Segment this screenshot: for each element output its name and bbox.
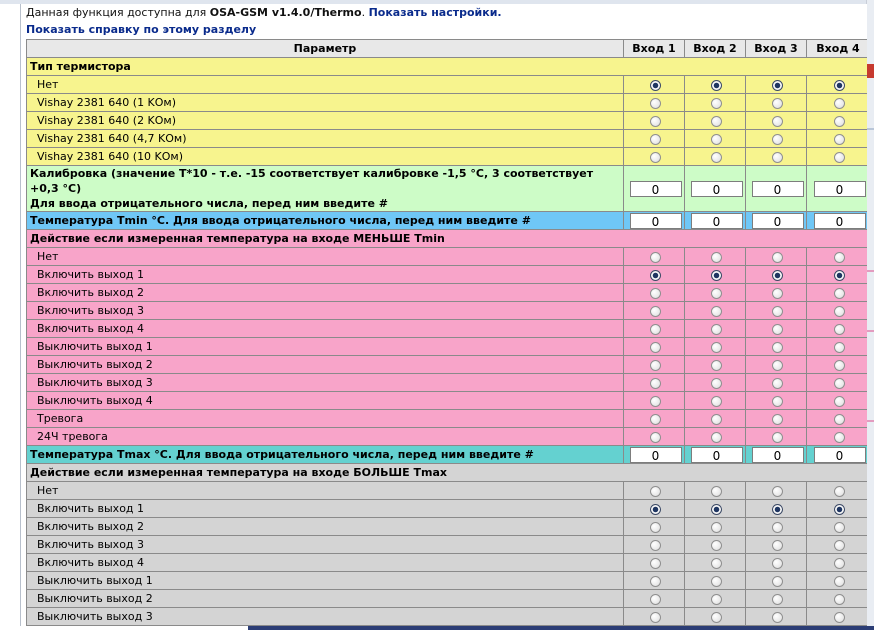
- column-header-input-3: Вход 3: [746, 40, 807, 58]
- radio-cell: [746, 284, 807, 302]
- radio-unselected-icon[interactable]: [650, 558, 661, 569]
- calibration-input-3[interactable]: 0: [752, 181, 804, 197]
- radio-selected-icon[interactable]: [772, 80, 783, 91]
- radio-unselected-icon[interactable]: [711, 288, 722, 299]
- radio-selected-icon[interactable]: [711, 504, 722, 515]
- radio-unselected-icon[interactable]: [650, 594, 661, 605]
- thermistor-type-option-label: Нет: [27, 76, 624, 94]
- radio-unselected-icon[interactable]: [834, 306, 845, 317]
- table-row: [27, 500, 868, 518]
- radio-unselected-icon[interactable]: [834, 414, 845, 425]
- radio-cell: [746, 410, 807, 428]
- radio-cell: [746, 94, 807, 112]
- radio-cell: [624, 374, 685, 392]
- radio-unselected-icon[interactable]: [650, 486, 661, 497]
- radio-cell: [807, 392, 868, 410]
- radio-unselected-icon[interactable]: [834, 576, 845, 587]
- table-row: [27, 374, 868, 392]
- radio-cell: [685, 554, 746, 572]
- radio-unselected-icon[interactable]: [711, 98, 722, 109]
- table-row: [27, 428, 868, 446]
- radio-cell: [685, 428, 746, 446]
- radio-cell: [685, 320, 746, 338]
- radio-unselected-icon[interactable]: [650, 98, 661, 109]
- notice-dot: .: [361, 6, 369, 19]
- thermo-settings-panel: [20, 4, 867, 626]
- radio-cell: [685, 356, 746, 374]
- notice-prefix: Данная функция доступна для: [26, 6, 210, 19]
- radio-cell: [624, 112, 685, 130]
- radio-cell: [624, 392, 685, 410]
- tmax-label: Температура Tmax °C. Для ввода отрицательного числа, перед ним введите #: [27, 446, 624, 464]
- radio-cell: [746, 130, 807, 148]
- input-cell: [807, 446, 868, 464]
- radio-selected-icon[interactable]: [650, 80, 661, 91]
- radio-unselected-icon[interactable]: [834, 116, 845, 127]
- radio-cell: [807, 356, 868, 374]
- radio-unselected-icon[interactable]: [772, 324, 783, 335]
- radio-unselected-icon[interactable]: [711, 116, 722, 127]
- radio-cell: [685, 130, 746, 148]
- radio-cell: [807, 284, 868, 302]
- radio-unselected-icon[interactable]: [834, 324, 845, 335]
- tmin-input-2[interactable]: 0: [691, 213, 743, 229]
- table-row: [27, 554, 868, 572]
- radio-cell: [746, 482, 807, 500]
- radio-cell: [685, 76, 746, 94]
- radio-cell: [624, 536, 685, 554]
- radio-unselected-icon[interactable]: [834, 378, 845, 389]
- calibration-input-1[interactable]: 0: [630, 181, 682, 197]
- radio-cell: [685, 392, 746, 410]
- radio-cell: [746, 112, 807, 130]
- input-cell: [807, 166, 868, 212]
- radio-cell: [746, 248, 807, 266]
- radio-cell: [624, 428, 685, 446]
- table-row: [27, 302, 868, 320]
- tmin-row: [27, 212, 868, 230]
- radio-cell: [624, 148, 685, 166]
- table-row: [27, 410, 868, 428]
- tmax-input-2[interactable]: 0: [691, 447, 743, 463]
- thermo-config-table: [26, 39, 867, 626]
- action-below-tmin-option-label: Выключить выход 3: [27, 374, 624, 392]
- column-header-parameter: Параметр: [27, 40, 624, 58]
- input-cell: [746, 446, 807, 464]
- radio-cell: [624, 356, 685, 374]
- radio-selected-icon[interactable]: [711, 270, 722, 281]
- radio-unselected-icon[interactable]: [711, 134, 722, 145]
- radio-unselected-icon[interactable]: [772, 306, 783, 317]
- radio-unselected-icon[interactable]: [711, 522, 722, 533]
- action-above-tmax-title: Действие если измеренная температура на входе БОЛЬШЕ Tmax: [27, 464, 868, 482]
- action-below-tmin-option-label: Включить выход 1: [27, 266, 624, 284]
- input-cell: [624, 446, 685, 464]
- action-above-tmax-option-label: Включить выход 4: [27, 554, 624, 572]
- calibration-row: [27, 166, 868, 212]
- input-cell: [685, 446, 746, 464]
- radio-unselected-icon[interactable]: [834, 342, 845, 353]
- table-row: [27, 338, 868, 356]
- radio-unselected-icon[interactable]: [772, 432, 783, 443]
- radio-cell: [624, 554, 685, 572]
- radio-unselected-icon[interactable]: [650, 324, 661, 335]
- radio-cell: [807, 338, 868, 356]
- radio-cell: [807, 302, 868, 320]
- calibration-input-4[interactable]: 0: [814, 181, 866, 197]
- column-header-input-2: Вход 2: [685, 40, 746, 58]
- radio-unselected-icon[interactable]: [772, 594, 783, 605]
- radio-cell: [624, 284, 685, 302]
- background-window-marker: [866, 64, 874, 78]
- radio-cell: [746, 428, 807, 446]
- tmax-input-4[interactable]: 0: [814, 447, 866, 463]
- radio-unselected-icon[interactable]: [650, 378, 661, 389]
- radio-cell: [685, 518, 746, 536]
- radio-cell: [685, 112, 746, 130]
- radio-unselected-icon[interactable]: [650, 252, 661, 263]
- radio-unselected-icon[interactable]: [834, 540, 845, 551]
- radio-unselected-icon[interactable]: [772, 134, 783, 145]
- radio-cell: [624, 608, 685, 626]
- action-below-tmin-option-label: Нет: [27, 248, 624, 266]
- radio-selected-icon[interactable]: [834, 270, 845, 281]
- radio-unselected-icon[interactable]: [772, 486, 783, 497]
- radio-unselected-icon[interactable]: [650, 432, 661, 443]
- radio-unselected-icon[interactable]: [711, 558, 722, 569]
- tmin-label: Температура Tmin °C. Для ввода отрицательного числа, перед ним введите #: [27, 212, 624, 230]
- radio-cell: [685, 374, 746, 392]
- tmax-row: [27, 446, 868, 464]
- action-above-tmax-option-label: Включить выход 2: [27, 518, 624, 536]
- radio-unselected-icon[interactable]: [711, 152, 722, 163]
- radio-unselected-icon[interactable]: [772, 396, 783, 407]
- radio-cell: [624, 76, 685, 94]
- radio-cell: [807, 76, 868, 94]
- thermistor-type-option-label: Vishay 2381 640 (2 KОм): [27, 112, 624, 130]
- radio-unselected-icon[interactable]: [834, 522, 845, 533]
- radio-unselected-icon[interactable]: [650, 152, 661, 163]
- radio-unselected-icon[interactable]: [711, 396, 722, 407]
- radio-unselected-icon[interactable]: [711, 486, 722, 497]
- radio-cell: [746, 320, 807, 338]
- radio-cell: [746, 266, 807, 284]
- table-row: [27, 148, 868, 166]
- column-header-input-4: Вход 4: [807, 40, 868, 58]
- radio-selected-icon[interactable]: [834, 504, 845, 515]
- action-below-tmin-option-label: Выключить выход 2: [27, 356, 624, 374]
- radio-cell: [685, 248, 746, 266]
- table-row: [27, 284, 868, 302]
- radio-unselected-icon[interactable]: [650, 396, 661, 407]
- radio-unselected-icon[interactable]: [650, 540, 661, 551]
- thermistor-type-header-row: [27, 58, 868, 76]
- background-window-line: [866, 270, 874, 272]
- action-above-tmax-option-label: Включить выход 3: [27, 536, 624, 554]
- action-below-tmin-header-row: [27, 230, 868, 248]
- input-cell: [685, 166, 746, 212]
- radio-unselected-icon[interactable]: [834, 432, 845, 443]
- radio-unselected-icon[interactable]: [772, 342, 783, 353]
- show-settings-link[interactable]: Показать настройки.: [368, 6, 502, 19]
- background-window-bottom: [248, 626, 874, 630]
- radio-unselected-icon[interactable]: [772, 540, 783, 551]
- radio-cell: [624, 302, 685, 320]
- action-below-tmin-option-label: Выключить выход 1: [27, 338, 624, 356]
- table-row: [27, 392, 868, 410]
- radio-cell: [746, 536, 807, 554]
- radio-selected-icon[interactable]: [834, 80, 845, 91]
- table-row: [27, 356, 868, 374]
- input-cell: [807, 212, 868, 230]
- radio-cell: [685, 302, 746, 320]
- radio-cell: [746, 554, 807, 572]
- thermistor-type-option-label: Vishay 2381 640 (10 KОм): [27, 148, 624, 166]
- radio-unselected-icon[interactable]: [711, 360, 722, 371]
- radio-unselected-icon[interactable]: [650, 414, 661, 425]
- table-row: [27, 130, 868, 148]
- calibration-label: [27, 166, 624, 212]
- radio-unselected-icon[interactable]: [650, 288, 661, 299]
- radio-cell: [746, 608, 807, 626]
- radio-unselected-icon[interactable]: [650, 522, 661, 533]
- table-row: [27, 590, 868, 608]
- radio-unselected-icon[interactable]: [711, 540, 722, 551]
- tmax-input-3[interactable]: 0: [752, 447, 804, 463]
- radio-unselected-icon[interactable]: [711, 414, 722, 425]
- table-row: [27, 482, 868, 500]
- radio-cell: [685, 284, 746, 302]
- radio-unselected-icon[interactable]: [834, 360, 845, 371]
- radio-cell: [685, 590, 746, 608]
- radio-unselected-icon[interactable]: [834, 594, 845, 605]
- radio-cell: [685, 536, 746, 554]
- action-above-tmax-option-label: Нет: [27, 482, 624, 500]
- radio-cell: [807, 320, 868, 338]
- radio-cell: [685, 608, 746, 626]
- radio-cell: [807, 500, 868, 518]
- radio-unselected-icon[interactable]: [650, 342, 661, 353]
- radio-unselected-icon[interactable]: [772, 558, 783, 569]
- radio-cell: [807, 148, 868, 166]
- thermistor-type-option-label: Vishay 2381 640 (4,7 KОм): [27, 130, 624, 148]
- input-cell: [746, 212, 807, 230]
- radio-cell: [807, 608, 868, 626]
- action-below-tmin-option-label: Выключить выход 4: [27, 392, 624, 410]
- radio-unselected-icon[interactable]: [772, 576, 783, 587]
- radio-cell: [624, 518, 685, 536]
- action-below-tmin-option-label: Включить выход 2: [27, 284, 624, 302]
- radio-unselected-icon[interactable]: [834, 486, 845, 497]
- radio-cell: [624, 320, 685, 338]
- radio-unselected-icon[interactable]: [711, 306, 722, 317]
- calibration-description: Калибровка (значение T*10 - т.е. -15 соответствует калибровке -1,5 °C, 3 соответствует +0,3 °C): [30, 167, 594, 195]
- thermistor-type-title: Тип термистора: [27, 58, 868, 76]
- action-below-tmin-option-label: 24Ч тревога: [27, 428, 624, 446]
- radio-unselected-icon[interactable]: [711, 432, 722, 443]
- table-row: [27, 536, 868, 554]
- table-row: [27, 76, 868, 94]
- show-help-link[interactable]: Показать справку по этому разделу: [26, 23, 257, 36]
- radio-cell: [746, 338, 807, 356]
- radio-cell: [746, 356, 807, 374]
- action-above-tmax-option-label: Выключить выход 2: [27, 590, 624, 608]
- input-cell: [624, 166, 685, 212]
- action-below-tmin-title: Действие если измеренная температура на входе МЕНЬШЕ Tmin: [27, 230, 868, 248]
- background-window-line: [866, 420, 874, 422]
- radio-unselected-icon[interactable]: [772, 414, 783, 425]
- radio-unselected-icon[interactable]: [711, 612, 722, 623]
- radio-cell: [807, 266, 868, 284]
- table-row: [27, 112, 868, 130]
- radio-unselected-icon[interactable]: [834, 134, 845, 145]
- radio-unselected-icon[interactable]: [834, 288, 845, 299]
- table-row: [27, 572, 868, 590]
- radio-cell: [807, 536, 868, 554]
- radio-cell: [746, 572, 807, 590]
- table-row: [27, 320, 868, 338]
- radio-cell: [807, 572, 868, 590]
- radio-selected-icon[interactable]: [711, 80, 722, 91]
- radio-unselected-icon[interactable]: [834, 252, 845, 263]
- tmin-input-3[interactable]: 0: [752, 213, 804, 229]
- radio-unselected-icon[interactable]: [650, 306, 661, 317]
- tmin-input-4[interactable]: 0: [814, 213, 866, 229]
- table-header-row: [27, 40, 868, 58]
- action-above-tmax-option-label: Включить выход 1: [27, 500, 624, 518]
- radio-unselected-icon[interactable]: [772, 360, 783, 371]
- tmin-input-1[interactable]: 0: [630, 213, 682, 229]
- radio-cell: [624, 500, 685, 518]
- tmax-input-1[interactable]: 0: [630, 447, 682, 463]
- radio-cell: [746, 76, 807, 94]
- radio-unselected-icon[interactable]: [772, 252, 783, 263]
- radio-selected-icon[interactable]: [772, 270, 783, 281]
- input-cell: [685, 212, 746, 230]
- radio-unselected-icon[interactable]: [711, 252, 722, 263]
- radio-cell: [624, 410, 685, 428]
- radio-unselected-icon[interactable]: [834, 558, 845, 569]
- radio-cell: [685, 266, 746, 284]
- radio-cell: [746, 590, 807, 608]
- radio-cell: [624, 130, 685, 148]
- radio-cell: [807, 248, 868, 266]
- radio-cell: [746, 392, 807, 410]
- input-cell: [624, 212, 685, 230]
- radio-unselected-icon[interactable]: [650, 576, 661, 587]
- radio-cell: [624, 482, 685, 500]
- table-row: [27, 248, 868, 266]
- radio-cell: [624, 590, 685, 608]
- radio-selected-icon[interactable]: [650, 270, 661, 281]
- radio-selected-icon[interactable]: [772, 504, 783, 515]
- radio-cell: [807, 410, 868, 428]
- radio-cell: [624, 94, 685, 112]
- action-above-tmax-option-label: Выключить выход 3: [27, 608, 624, 626]
- radio-cell: [624, 338, 685, 356]
- radio-cell: [807, 518, 868, 536]
- action-below-tmin-option-label: Тревога: [27, 410, 624, 428]
- radio-unselected-icon[interactable]: [711, 324, 722, 335]
- radio-unselected-icon[interactable]: [711, 342, 722, 353]
- radio-unselected-icon[interactable]: [772, 288, 783, 299]
- radio-cell: [685, 338, 746, 356]
- calibration-input-2[interactable]: 0: [691, 181, 743, 197]
- action-above-tmax-option-label: Выключить выход 1: [27, 572, 624, 590]
- action-below-tmin-option-label: Включить выход 4: [27, 320, 624, 338]
- radio-cell: [746, 302, 807, 320]
- radio-unselected-icon[interactable]: [834, 396, 845, 407]
- thermistor-type-option-label: Vishay 2381 640 (1 KОм): [27, 94, 624, 112]
- table-row: [27, 266, 868, 284]
- radio-cell: [807, 130, 868, 148]
- radio-cell: [807, 482, 868, 500]
- radio-cell: [624, 572, 685, 590]
- input-cell: [746, 166, 807, 212]
- radio-unselected-icon[interactable]: [711, 576, 722, 587]
- availability-notice: [26, 5, 502, 20]
- radio-unselected-icon[interactable]: [650, 360, 661, 371]
- device-version: OSA-GSM v1.4.0/Thermo: [209, 6, 362, 19]
- radio-cell: [685, 410, 746, 428]
- background-window-line: [866, 330, 874, 332]
- radio-unselected-icon[interactable]: [650, 134, 661, 145]
- background-window-line: [866, 128, 874, 130]
- radio-unselected-icon[interactable]: [711, 594, 722, 605]
- radio-unselected-icon[interactable]: [772, 98, 783, 109]
- radio-cell: [685, 482, 746, 500]
- radio-unselected-icon[interactable]: [650, 116, 661, 127]
- calibration-hint: Для ввода отрицательного числа, перед ним введите #: [30, 197, 388, 210]
- radio-cell: [685, 572, 746, 590]
- action-below-tmin-option-label: Включить выход 3: [27, 302, 624, 320]
- radio-cell: [685, 148, 746, 166]
- radio-cell: [807, 94, 868, 112]
- table-row: [27, 518, 868, 536]
- radio-cell: [746, 518, 807, 536]
- radio-cell: [807, 590, 868, 608]
- radio-unselected-icon[interactable]: [711, 378, 722, 389]
- radio-cell: [624, 248, 685, 266]
- radio-unselected-icon[interactable]: [772, 116, 783, 127]
- radio-unselected-icon[interactable]: [772, 612, 783, 623]
- radio-cell: [807, 112, 868, 130]
- background-window-edge: [866, 0, 874, 630]
- radio-cell: [746, 500, 807, 518]
- radio-unselected-icon[interactable]: [650, 612, 661, 623]
- table-row: [27, 608, 868, 626]
- radio-cell: [685, 500, 746, 518]
- radio-cell: [807, 374, 868, 392]
- radio-selected-icon[interactable]: [650, 504, 661, 515]
- column-header-input-1: Вход 1: [624, 40, 685, 58]
- radio-cell: [746, 148, 807, 166]
- radio-unselected-icon[interactable]: [834, 152, 845, 163]
- radio-unselected-icon[interactable]: [772, 152, 783, 163]
- radio-cell: [685, 94, 746, 112]
- radio-unselected-icon[interactable]: [772, 522, 783, 533]
- radio-cell: [746, 374, 807, 392]
- radio-cell: [807, 428, 868, 446]
- radio-unselected-icon[interactable]: [834, 98, 845, 109]
- radio-unselected-icon[interactable]: [834, 612, 845, 623]
- radio-cell: [807, 554, 868, 572]
- radio-unselected-icon[interactable]: [772, 378, 783, 389]
- table-row: [27, 94, 868, 112]
- action-above-tmax-header-row: [27, 464, 868, 482]
- radio-cell: [624, 266, 685, 284]
